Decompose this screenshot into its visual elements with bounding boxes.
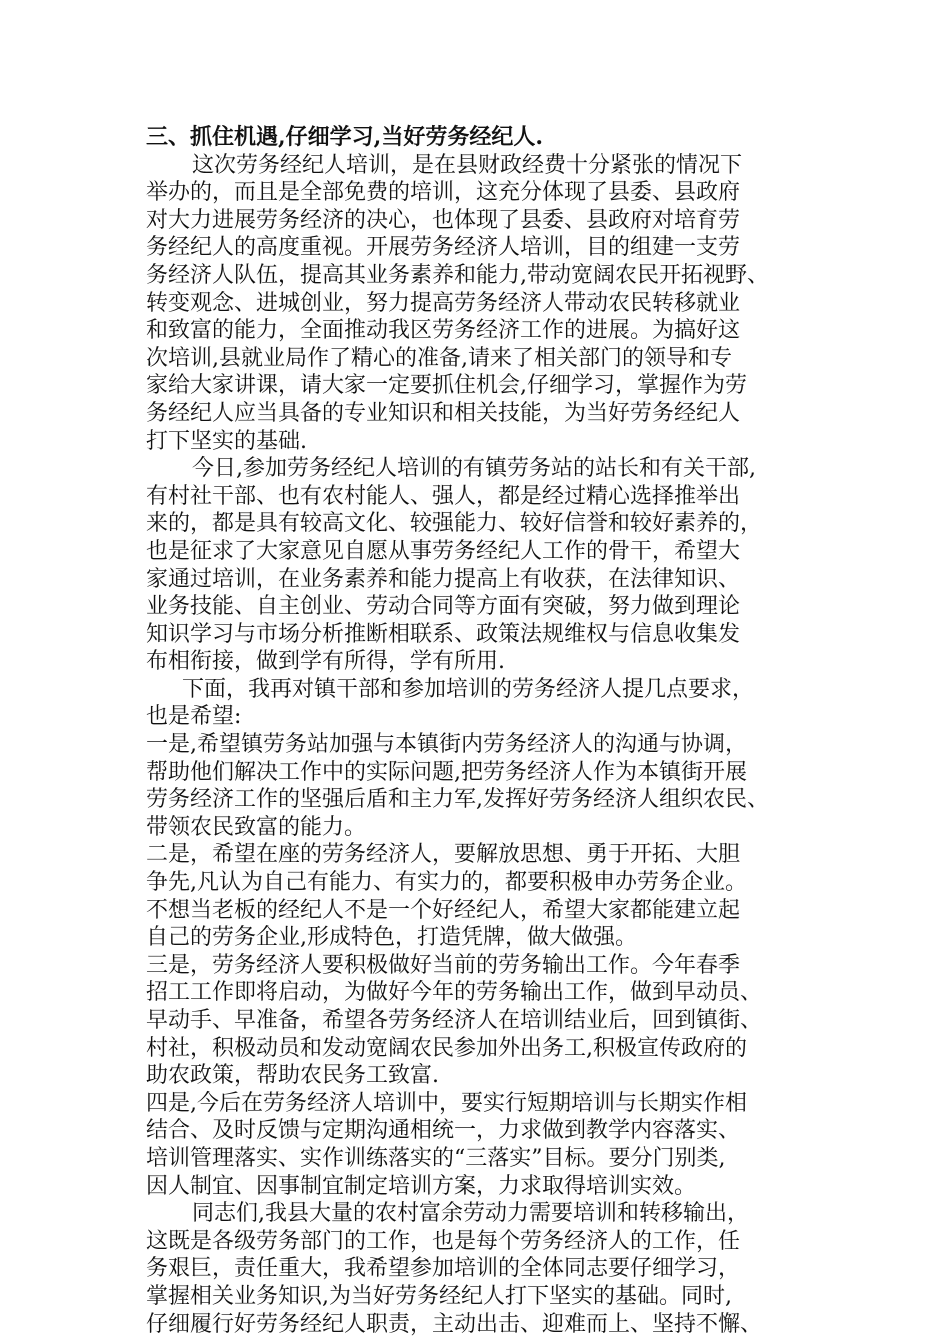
text-line: 和致富的能力，全面推动我区劳务经济工作的进展。为搞好这 <box>146 318 741 344</box>
text-line: 务经纪人的高度重视。开展劳务经济人培训，目的组建一支劳 <box>146 235 741 261</box>
text-line: 带领农民致富的能力。 <box>146 814 367 840</box>
text-line: 业务技能、自主创业、劳动合同等方面有突破，努力做到理论 <box>146 594 741 620</box>
text-line: 对大力进展劳务经济的决心，也体现了县委、县政府对培育劳 <box>146 207 741 233</box>
text-line: 举办的，而且是全部免费的培训，这充分体现了县委、县政府 <box>146 180 741 206</box>
text-line: 务经济人队伍，提高其业务素养和能力,带动宽阔农民开拓视野、 <box>146 262 769 288</box>
document-body <box>146 124 826 1338</box>
text-line: 不想当老板的经纪人不是一个好经纪人，希望大家都能建立起 <box>146 897 741 923</box>
text-line: 争先,凡认为自己有能力、有实力的，都要积极申办劳务企业。 <box>146 870 747 896</box>
text-line: 次培训,县就业局作了精心的准备,请来了相关部门的领导和专 <box>146 345 732 371</box>
text-line: 家给大家讲课，请大家一定要抓住机会,仔细学习，掌握作为劳 <box>146 373 747 399</box>
text-line: 村社，积极动员和发动宽阔农民参加外出务工,积极宣传政府的 <box>146 1035 747 1061</box>
text-line: 转变观念、进城创业，努力提高劳务经济人带动农民转移就业 <box>146 290 741 316</box>
text-line: 因人制宜、因事制宜制定培训方案，力求取得培训实效。 <box>146 1173 697 1199</box>
text-line: 这次劳务经纪人培训，是在县财政经费十分紧张的情况下 <box>192 152 743 178</box>
text-line: 布相衔接，做到学有所得，学有所用. <box>146 649 505 675</box>
text-line: 知识学习与市场分析推断相联系、政策法规维权与信息收集发 <box>146 621 741 647</box>
text-line: 四是,今后在劳务经济人培训中，要实行短期培训与长期实作相 <box>146 1090 747 1116</box>
text-line: 劳务经济工作的坚强后盾和主力军,发挥好劳务经济人组织农民、 <box>146 787 769 813</box>
text-line: 务艰巨，责任重大，我希望参加培训的全体同志要仔细学习， <box>146 1256 741 1282</box>
text-line: 也是希望: <box>146 704 242 730</box>
text-line: 同志们,我县大量的农村富余劳动力需要培训和转移输出， <box>192 1201 749 1227</box>
text-line: 务经纪人应当具备的专业知识和相关技能，为当好劳务经纪人 <box>146 400 741 426</box>
text-line: 今日,参加劳务经纪人培训的有镇劳务站的站长和有关干部, <box>192 456 756 482</box>
body-text <box>146 152 826 1339</box>
text-line: 培训管理落实、实作训练落实的“三落实”目标。要分门别类, <box>146 1145 726 1171</box>
text-line: 有村社干部、也有农村能人、强人，都是经过精心选择推举出 <box>146 483 741 509</box>
text-line: 结合、及时反馈与定期沟通相统一，力求做到教学内容落实、 <box>146 1118 741 1144</box>
text-line: 帮助他们解决工作中的实际问题,把劳务经济人作为本镇街开展 <box>146 759 747 785</box>
section-heading: 三、抓住机遇,仔细学习,当好劳务经纪人. <box>146 124 543 150</box>
text-line: 三是，劳务经济人要积极做好当前的劳务输出工作。今年春季 <box>146 952 741 978</box>
text-line: 助农政策，帮助农民务工致富. <box>146 1063 439 1089</box>
text-line: 掌握相关业务知识,为当好劳务经纪人打下坚实的基础。同时, <box>146 1283 732 1309</box>
text-line: 也是征求了大家意见自愿从事劳务经纪人工作的骨干，希望大 <box>146 538 741 564</box>
text-line: 家通过培训，在业务素养和能力提高上有收获，在法律知识、 <box>146 566 741 592</box>
text-line: 打下坚实的基础. <box>146 428 307 454</box>
text-line: 一是,希望镇劳务站加强与本镇街内劳务经济人的沟通与协调， <box>146 732 747 758</box>
text-line: 仔细履行好劳务经纪人职责，主动出击、迎难而上、坚持不懈、 <box>146 1311 763 1337</box>
text-line: 来的，都是具有较高文化、较强能力、较好信誉和较好素养的， <box>146 511 763 537</box>
text-line: 二是，希望在座的劳务经济人，要解放思想、勇于开拓、大胆 <box>146 842 741 868</box>
text-line: 早动手、早准备，希望各劳务经济人在培训结业后，回到镇街、 <box>146 1008 763 1033</box>
text-line: 招工工作即将启动，为做好今年的劳务输出工作，做到早动员、 <box>146 980 763 1006</box>
text-line: 下面，我再对镇干部和参加培训的劳务经济人提几点要求， <box>182 676 755 702</box>
text-line: 这既是各级劳务部门的工作，也是每个劳务经济人的工作，任 <box>146 1228 741 1254</box>
text-line: 自己的劳务企业,形成特色，打造凭牌，做大做强。 <box>146 925 637 951</box>
